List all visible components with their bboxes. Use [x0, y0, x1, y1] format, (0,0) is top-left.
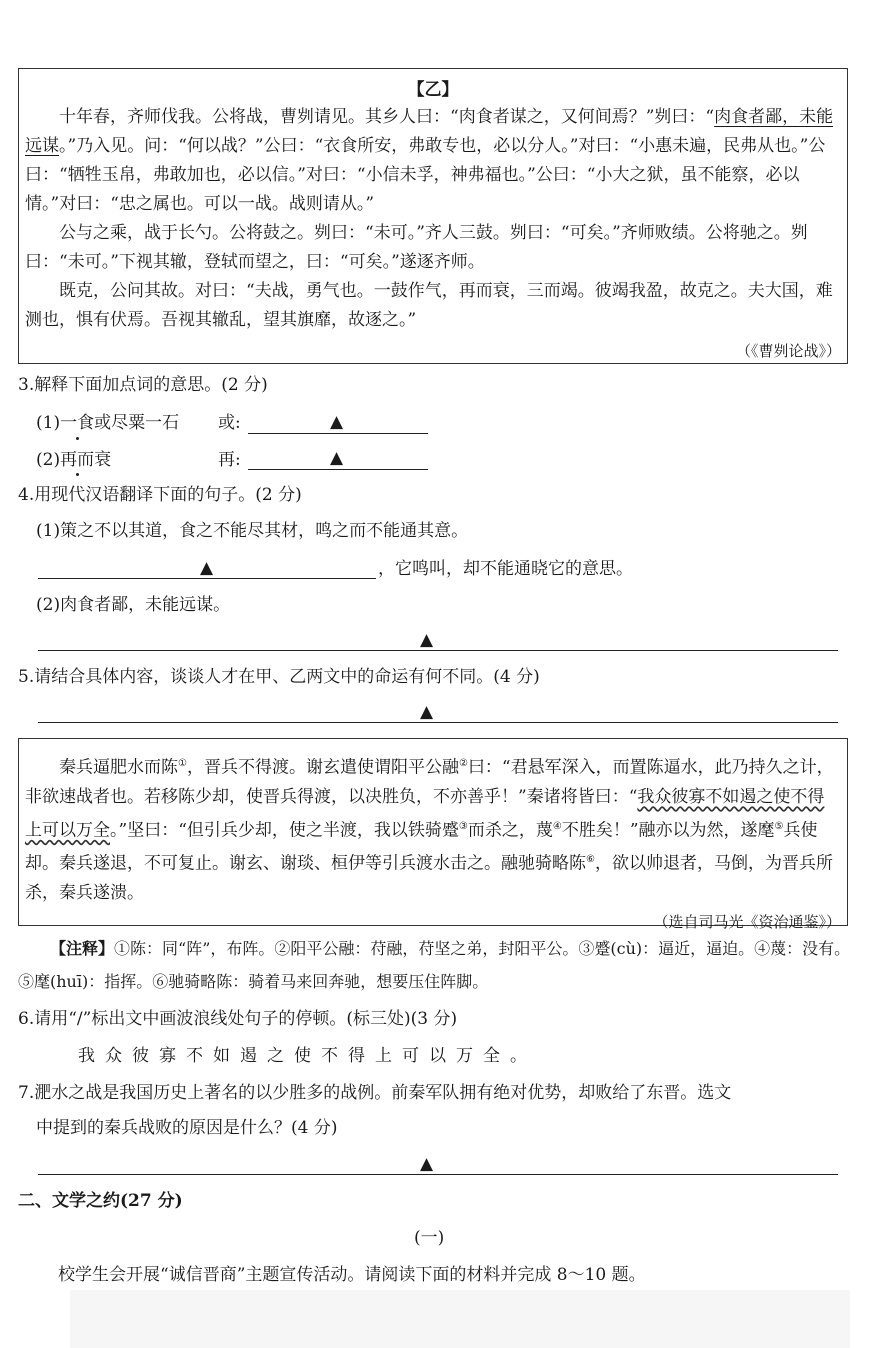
annotations: 【注释】①陈：同“阵”，布阵。②阳平公融：苻融，苻坚之弟，封阳平公。③蹙(cù)：逼近，逼迫。④蔑：没有。⑤麾(huī)：指挥。⑥驰骑略陈：骑着马来回奔驰，想要压住阵脚。 [18, 939, 851, 991]
answer-marker: ▲ [420, 702, 434, 722]
passage-b-box [18, 68, 848, 364]
q3-stem: 3.解释下面加点词的意思。(2 分) [18, 375, 268, 395]
passage-b-title: 【乙】 [407, 80, 459, 100]
q4-item2: (2)肉食者鄙，未能远谋。 [36, 595, 231, 615]
section-intro: 校学生会开展“诚信晋商”主题宣传活动。请阅读下面的材料并完成 8～10 题。 [58, 1265, 646, 1285]
q3-answer-line-2[interactable] [248, 469, 428, 470]
passage-c-box [18, 738, 848, 931]
q4-answer-line-1[interactable] [38, 578, 376, 579]
section-title: 二、文学之约(27 分) [18, 1191, 183, 1211]
q7-answer-line[interactable] [38, 1174, 838, 1175]
q4-item1: (1)策之不以其道，食之不能尽其材，鸣之而不能通其意。 [36, 521, 469, 541]
emphasis-dot [76, 437, 79, 440]
q4-item1-tail: ，它鸣叫，却不能通晓它的意思。 [378, 559, 633, 579]
answer-marker: ▲ [420, 630, 434, 650]
passage-b-para1: 十年春，齐师伐我。公将战，曹刿请见。其乡人曰：“肉食者谋之，又何间焉？”刿曰：“肉食者鄙，未能远谋。”乃入见。问：“何以战？”公曰：“衣食所安，弗敢专也，必以分人。”对曰：“小惠未遍，民弗从也。”公曰：“牺牲玉帛，弗敢加也，必以信。”对曰：“小信未孚，神弗福也。”公曰：“小大之狱，虽不能察，必以情。”对曰：“忠之属也。可以一战。战则请从。” [25, 107, 834, 214]
q5-stem: 5.请结合具体内容，谈谈人才在甲、乙两文中的命运有何不同。(4 分) [18, 667, 540, 687]
passage-c-text: 秦兵逼肥水而陈①，晋兵不得渡。谢玄遣使谓阳平公融②曰：“君悬军深入，而置陈逼水，此乃持久之计，非欲速战者也。若移陈少却，使晋兵得渡，以决胜负，不亦善乎！”秦诸将皆曰：“我众彼寡不如遏之使不得上可以万全。”坚曰：“但引兵少却，使之半渡，我以铁骑蹙③而杀之，蔑④不胜矣！”融亦以为然，遂麾⑤兵使却。秦兵遂退，不可复止。谢玄、谢琰、桓伊等引兵渡水击之。融驰骑略陈⑥，欲以帅退者，马倒，为晋兵所杀，秦兵遂溃。 [25, 757, 834, 903]
q5-answer-line[interactable] [38, 722, 838, 723]
q6-stem: 6.请用“/”标出文中画波浪线处句子的停顿。(标三处)(3 分) [18, 1009, 458, 1029]
q3-item1-label: 或: [218, 413, 241, 433]
q3-item2: (2)再而衰 [36, 450, 112, 470]
q3-answer-line-1[interactable] [248, 433, 428, 434]
faded-region [70, 1290, 850, 1348]
passage-b-source: （《曹刿论战》） [735, 342, 841, 360]
passage-c-source: （选自司马光《资治通鉴》） [653, 912, 841, 931]
q7-stem-line1: 7.淝水之战是我国历史上著名的以少胜多的战例。前秦军队拥有绝对优势，却败给了东晋。选文 [18, 1083, 732, 1103]
section-part-label: (一) [414, 1228, 445, 1248]
q4-answer-line-2[interactable] [38, 650, 838, 651]
answer-marker: ▲ [200, 558, 214, 578]
q7-stem-line2: 中提到的秦兵战败的原因是什么？(4 分) [36, 1118, 338, 1138]
q3-item2-label: 再: [218, 450, 241, 470]
passage-b-para2: 公与之乘，战于长勺。公将鼓之。刿曰：“未可。”齐人三鼓。刿曰：“可矣。”齐师败绩。公将驰之。刿曰：“未可。”下视其辙，登轼而望之，曰：“可矣。”遂逐齐师。 [25, 223, 808, 272]
answer-marker: ▲ [420, 1154, 434, 1174]
wavy-underlined-sentence: 我众彼寡不如遏之使不得上可以万全 [25, 786, 825, 841]
q6-sentence: 我众彼寡不如遏之使不得上可以万全。 [78, 1046, 537, 1066]
annotations-label: 【注释】 [50, 939, 115, 958]
passage-b-para3: 既克，公问其故。对曰：“夫战，勇气也。一鼓作气，再而衰，三而竭。彼竭我盈，故克之。夫大国，难测也，惧有伏焉。吾视其辙乱，望其旗靡，故逐之。” [25, 281, 833, 330]
underlined-sentence: 肉食者鄙，未能远谋 [25, 107, 834, 156]
answer-marker: ▲ [330, 412, 344, 432]
answer-marker: ▲ [330, 448, 344, 468]
q4-stem: 4.用现代汉语翻译下面的句子。(2 分) [18, 485, 302, 505]
emphasis-dot [76, 473, 79, 476]
q3-item1: (1)一食或尽粟一石 [36, 413, 180, 433]
